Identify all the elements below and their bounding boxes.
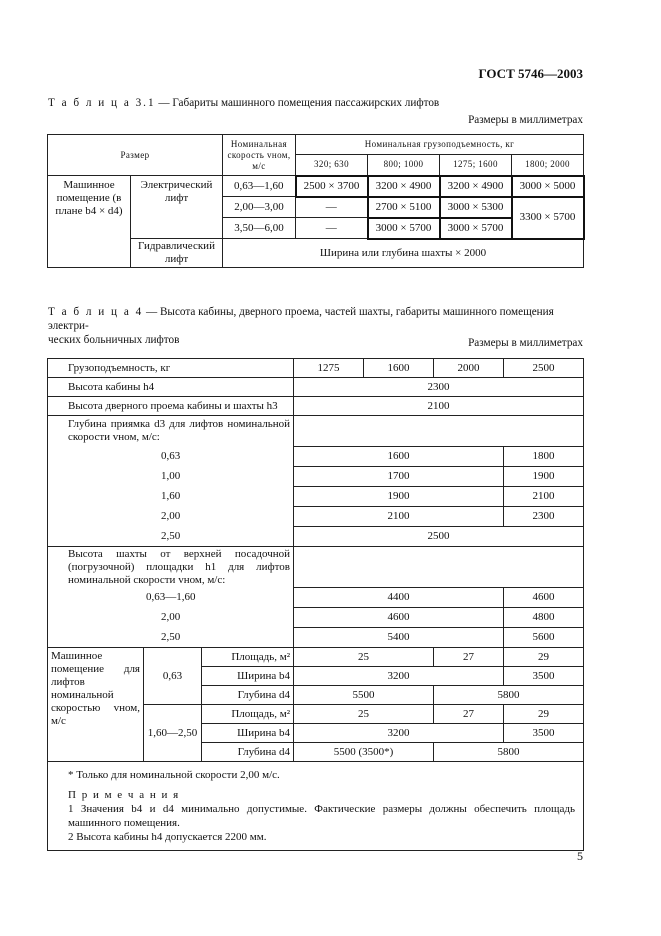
pit-value: 2300: [504, 506, 584, 526]
room-speed: 1,60—2,50: [144, 705, 202, 762]
pit-value: 1900: [504, 466, 584, 486]
width-label: Ширина b4: [202, 724, 294, 743]
area-value: 29: [504, 648, 584, 667]
area-value: 25: [294, 648, 434, 667]
capacity-col: 1800; 2000: [512, 155, 584, 176]
pit-speed: 2,00: [48, 506, 294, 526]
table31-caption-text: — Габариты машинного помещения пассажирских лифтов: [155, 97, 440, 109]
room-speed: 0,63: [144, 648, 202, 705]
value-cell: —: [296, 218, 368, 239]
note-2: 2 Высота кабины h4 допускается 2200 мм.: [68, 831, 267, 843]
speed-cell: 0,63—1,60: [223, 176, 296, 197]
pit-value: 1700: [294, 466, 504, 486]
shaft-value: 4800: [504, 607, 584, 627]
depth-value: 5500 (3500*): [294, 743, 434, 762]
table4-units: Размеры в миллиметрах: [468, 337, 583, 349]
value-cell: —: [296, 197, 368, 218]
pit-depth-label: Глубина приямка d3 для лифтов номинальной скорости vном, м/с:: [48, 416, 294, 447]
door-height-label: Высота дверного проема кабины и шахты h3: [48, 397, 294, 416]
table-3-1: [47, 134, 585, 268]
table4-notes: [48, 762, 584, 851]
pit-speed: 2,50: [48, 526, 294, 547]
shaft-blank: [294, 547, 584, 588]
pit-value: 1600: [294, 446, 504, 466]
depth-value: 5500: [294, 686, 434, 705]
capacity-label: Грузоподъемность, кг: [48, 359, 294, 378]
shaft-value: 4600: [504, 587, 584, 607]
table4-caption-prefix: Т а б л и ц а 4: [48, 306, 144, 318]
depth-label: Глубина d4: [202, 743, 294, 762]
area-value: 27: [434, 705, 504, 724]
capacity-col: 800; 1000: [368, 155, 440, 176]
value-cell: 2500 × 3700: [296, 176, 368, 197]
width-value: 3500: [504, 667, 584, 686]
pit-speed: 0,63: [48, 446, 294, 466]
pit-value: 2100: [504, 486, 584, 506]
header-size: Размер: [48, 135, 223, 176]
pit-value: 2100: [294, 506, 504, 526]
width-value: 3200: [294, 724, 504, 743]
pit-speed: 1,60: [48, 486, 294, 506]
value-cell: 3200 × 4900: [440, 176, 512, 197]
value-cell: 2700 × 5100: [368, 197, 440, 218]
pit-value: 1900: [294, 486, 504, 506]
hydraulic-lift-label: Гидравлический лифт: [131, 239, 223, 268]
pit-speed: 1,00: [48, 466, 294, 486]
shaft-speed: 2,50: [48, 627, 294, 648]
shaft-value: 5400: [294, 627, 504, 648]
depth-value: 5800: [434, 743, 584, 762]
cab-height-value: 2300: [294, 378, 584, 397]
value-cell: 3200 × 4900: [368, 176, 440, 197]
pit-value: 2500: [294, 526, 584, 547]
width-value: 3200: [294, 667, 504, 686]
value-cell: 3000 × 5000: [512, 176, 584, 197]
area-value: 29: [504, 705, 584, 724]
width-value: 3500: [504, 724, 584, 743]
value-cell: 3000 × 5300: [440, 197, 512, 218]
electric-lift-label: Электрический лифт: [131, 176, 223, 239]
note-1: 1 Значения b4 и d4 минимально допустимые. Фактические размеры должны обеспечить площадь машинного помещения.: [68, 803, 575, 829]
shaft-value: 4600: [294, 607, 504, 627]
room-label: Машинное помещение для лифтов номинальной скоростью vном, м/с: [48, 648, 144, 762]
table31-caption-prefix: Т а б л и ц а 3.1: [48, 97, 156, 109]
shaft-speed: 2,00: [48, 607, 294, 627]
page-number: 5: [577, 849, 583, 863]
value-cell-merged: 3300 × 5700: [512, 197, 584, 239]
depth-value: 5800: [434, 686, 584, 705]
area-value: 25: [294, 705, 434, 724]
cab-height-label: Высота кабины h4: [48, 378, 294, 397]
capacity-value: 1275: [294, 359, 364, 378]
value-cell: 3000 × 5700: [368, 218, 440, 239]
capacity-col: 320; 630: [296, 155, 368, 176]
hydraulic-value: Ширина или глубина шахты × 2000: [223, 239, 584, 268]
room-label: Машинное помещение (в плане b4 × d4): [48, 176, 131, 268]
capacity-value: 2500: [504, 359, 584, 378]
table4-caption-line2: ческих больничных лифтов: [48, 334, 180, 346]
pit-blank: [294, 416, 584, 447]
header-capacity: Номинальная грузоподъемность, кг: [296, 135, 584, 155]
table4-caption-line1: — Высота кабины, дверного проема, частей шахты, габариты машинного помещения электри-: [48, 306, 554, 332]
speed-cell: 2,00—3,00: [223, 197, 296, 218]
pit-value: 1800: [504, 446, 584, 466]
area-label: Площадь, м²: [202, 705, 294, 724]
table31-caption: [48, 96, 439, 110]
width-label: Ширина b4: [202, 667, 294, 686]
footnote: * Только для номинальной скорости 2,00 м/с.: [68, 769, 280, 781]
header-speed: Номинальная скорость vном, м/с: [223, 135, 296, 176]
capacity-value: 2000: [434, 359, 504, 378]
notes-title: П р и м е ч а н и я: [68, 789, 180, 801]
depth-label: Глубина d4: [202, 686, 294, 705]
area-value: 27: [434, 648, 504, 667]
shaft-value: 5600: [504, 627, 584, 648]
speed-cell: 3,50—6,00: [223, 218, 296, 239]
table-4: [47, 358, 584, 851]
shaft-height-label: Высота шахты от верхней посадочной (погрузочной) площадки h1 для лифтов номинальной скорости vном, м/с:: [48, 547, 294, 588]
value-cell: 3000 × 5700: [440, 218, 512, 239]
shaft-speed: 0,63—1,60: [48, 587, 294, 607]
table31-units: Размеры в миллиметрах: [468, 114, 583, 126]
capacity-value: 1600: [364, 359, 434, 378]
document-header: ГОСТ 5746—2003: [478, 66, 583, 81]
shaft-value: 4400: [294, 587, 504, 607]
capacity-col: 1275; 1600: [440, 155, 512, 176]
area-label: Площадь, м²: [202, 648, 294, 667]
door-height-value: 2100: [294, 397, 584, 416]
